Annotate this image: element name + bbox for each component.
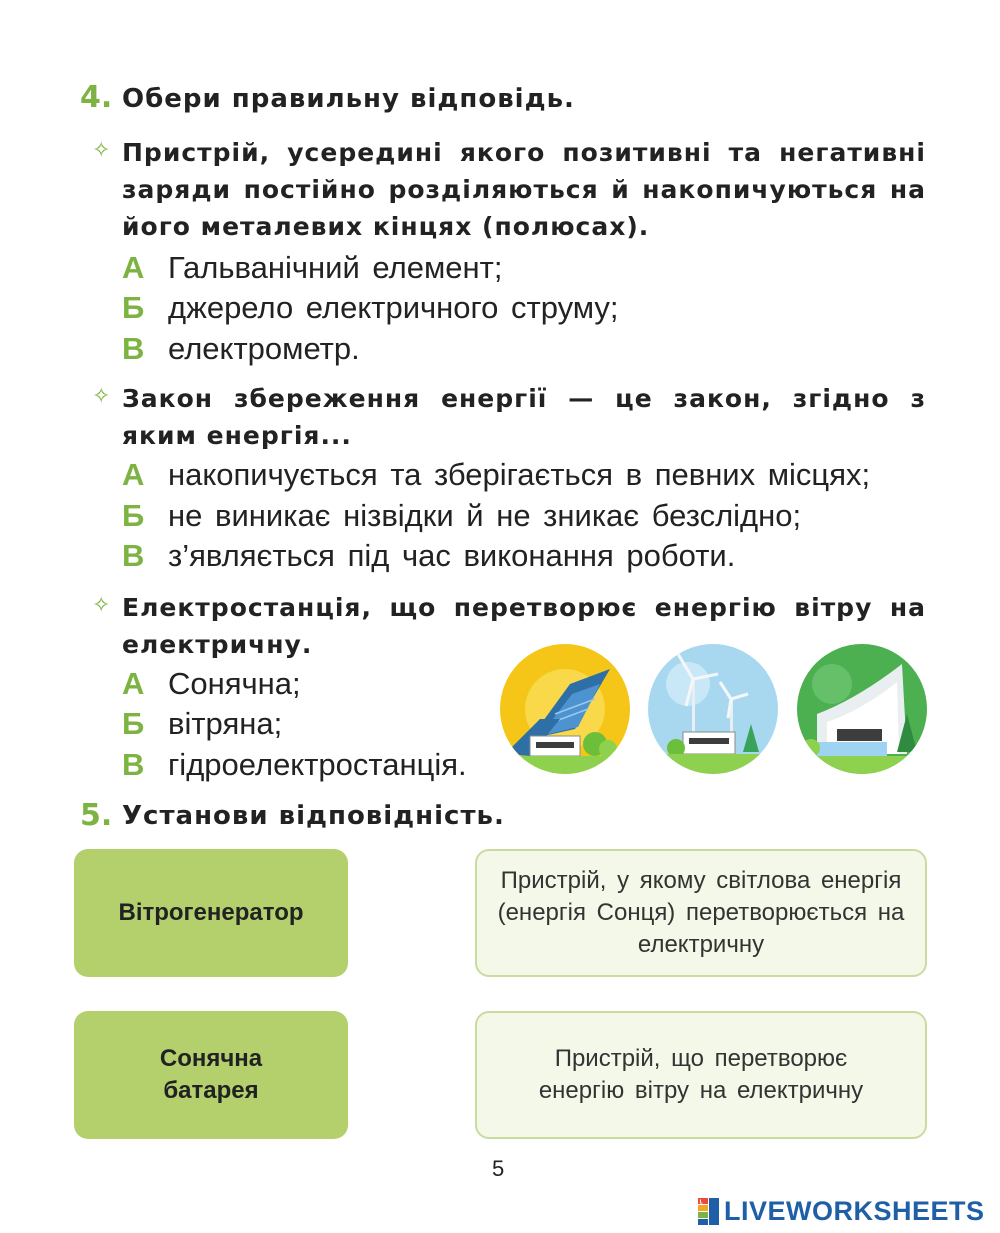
liveworksheets-logo-text: LIVEWORKSHEETS [724,1196,985,1226]
item-3-option-b[interactable]: Б вітряна; [122,706,283,741]
liveworksheets-logo-icon [698,1198,720,1226]
question-5-number: 5. [80,798,113,833]
wind-station-illustration [648,644,778,774]
item-1-option-b[interactable]: Б джерело електричного струму; [122,290,619,325]
match-left-solar-battery[interactable]: Сонячна батарея [74,1011,348,1139]
item-1-marker-icon: ✧ [92,138,111,163]
item-3-marker-icon: ✧ [92,593,111,618]
question-4-title: Обери правильну відповідь. [122,84,575,114]
item-1-option-a[interactable]: А Гальванічний елемент; [122,250,503,285]
item-2-marker-icon: ✧ [92,384,111,409]
item-2-option-b[interactable]: Б не виникає нізвідки й не зникає безслідно; [122,498,802,533]
question-4-number: 4. [80,80,113,115]
item-1-option-c[interactable]: В електрометр. [122,331,360,366]
match-right-wind-description[interactable]: Пристрій, що перетворює енергію вітру на електричну [475,1011,927,1139]
liveworksheets-logo[interactable] [698,1196,985,1227]
question-5-title: Установи відповідність. [122,801,505,831]
item-2-option-a[interactable]: А накопичується та зберігається в певних місцях; [122,457,871,492]
match-left-wind-generator[interactable]: Вітрогенератор [74,849,348,977]
item-3-stem: Електростанція, що перетворює енергію вітру на електричну. [122,593,926,659]
page-number: 5 [492,1156,505,1181]
hydro-station-illustration [797,644,927,774]
item-3-option-c[interactable]: В гідроелектростанція. [122,747,467,782]
item-2-option-c[interactable]: В з’являється під час виконання роботи. [122,538,736,573]
item-1-stem: Пристрій, усередині якого позитивні та негативні заряди постійно розділяються й накопичуються на його металевих кінцях (полюсах). [122,138,926,241]
item-2-stem: Закон збереження енергії — це закон, згідно з яким енергія... [122,384,926,450]
logo-tag-letter: L [699,1199,703,1205]
match-right-solar-description[interactable]: Пристрій, у якому світлова енергія (енергія Сонця) перетворюється на електричну [475,849,927,977]
item-3-option-a[interactable]: А Сонячна; [122,666,301,701]
solar-station-illustration [500,644,630,774]
